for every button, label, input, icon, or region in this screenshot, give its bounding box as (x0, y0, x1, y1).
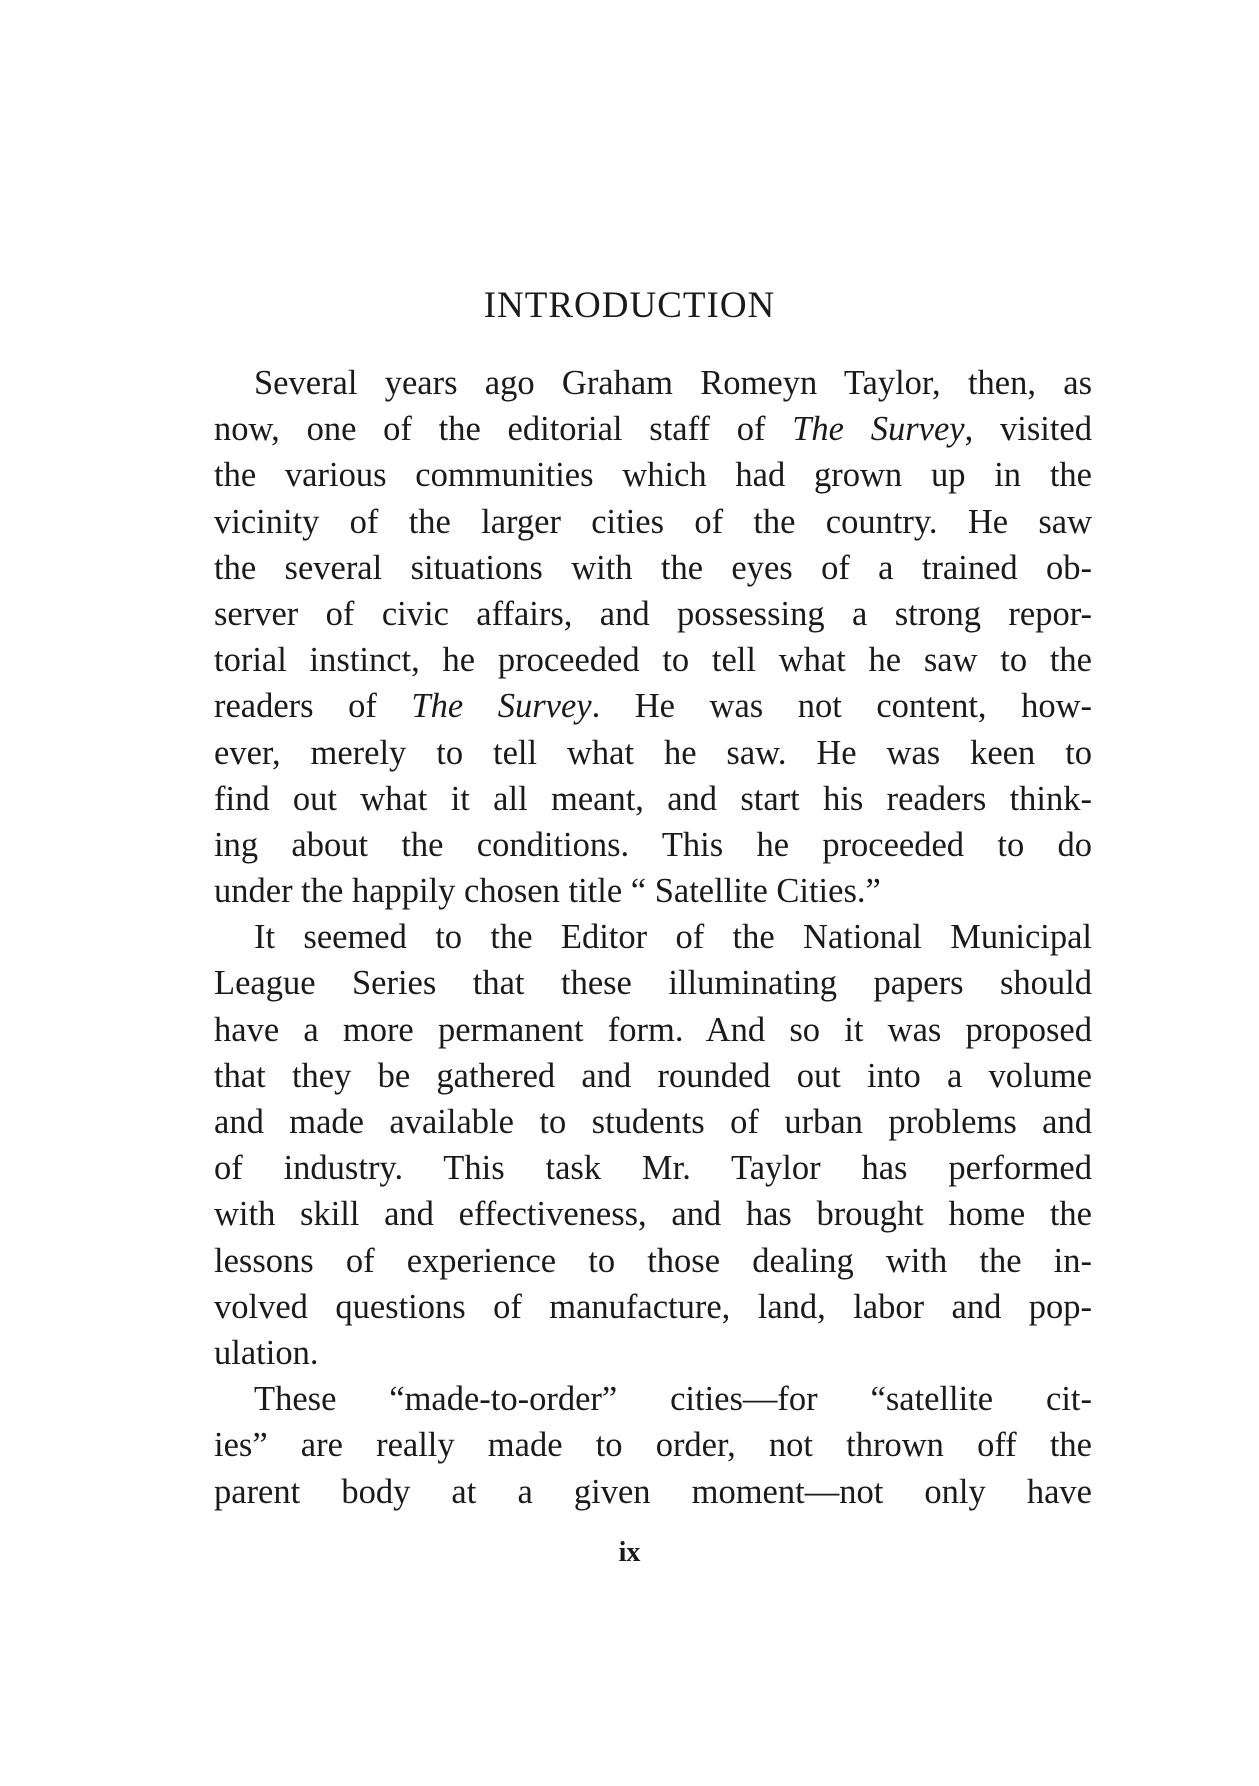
text-line: parent body at a given moment—not only have (214, 1472, 1092, 1511)
journal-title: The Survey (792, 410, 965, 449)
chapter-heading: INTRODUCTION (483, 285, 776, 326)
text-line: volved questions of manufacture, land, labor and pop- (214, 1287, 1092, 1326)
paragraph-1 (214, 360, 1092, 914)
text-line: Several years ago Graham Romeyn Taylor, then, as (254, 364, 1092, 402)
text-line: vicinity of the larger cities of the country. He saw (214, 502, 1092, 541)
text-line: of industry. This task Mr. Taylor has performed (214, 1149, 1092, 1188)
paragraph-3 (214, 1376, 1092, 1515)
text-line: torial instinct, he proceeded to tell what he saw to the (214, 641, 1092, 680)
paragraph-2 (214, 914, 1092, 1376)
text-line: under the happily chosen title “ Satellite Cities.” (214, 872, 881, 911)
text-line: that they be gathered and rounded out into a volume (214, 1056, 1092, 1095)
body-text (214, 360, 1092, 1515)
text-line: ies” are really made to order, not thrown off the (214, 1426, 1092, 1465)
text-line: ulation. (214, 1333, 319, 1372)
text-line: have a more permanent form. And so it was proposed (214, 1010, 1092, 1049)
text-line: now, one of the editorial staff of The Survey, visited (214, 410, 1092, 449)
text-line: the various communities which had grown up in the (214, 456, 1092, 495)
journal-title: The Survey (411, 687, 592, 726)
text-line: with skill and effectiveness, and has brought home the (214, 1195, 1092, 1234)
text-line: server of civic affairs, and possessing a strong repor- (214, 594, 1092, 633)
text-line: readers of The Survey. He was not content, how- (214, 687, 1092, 726)
text-line: League Series that these illuminating papers should (214, 964, 1092, 1003)
text-line: ever, merely to tell what he saw. He was keen to (214, 733, 1092, 772)
text-line: find out what it all meant, and start his readers think- (214, 779, 1092, 818)
page-number: ix (618, 1537, 641, 1568)
text-line: ing about the conditions. This he proceeded to do (214, 825, 1092, 864)
text-line: It seemed to the Editor of the National Municipal (254, 918, 1092, 957)
text-line: lessons of experience to those dealing with the in- (214, 1241, 1092, 1280)
text-line: These “made-to-order” cities—for “satellite cit- (254, 1380, 1092, 1419)
text-line: the several situations with the eyes of a trained ob- (214, 548, 1092, 587)
text-line: and made available to students of urban problems and (214, 1103, 1092, 1141)
